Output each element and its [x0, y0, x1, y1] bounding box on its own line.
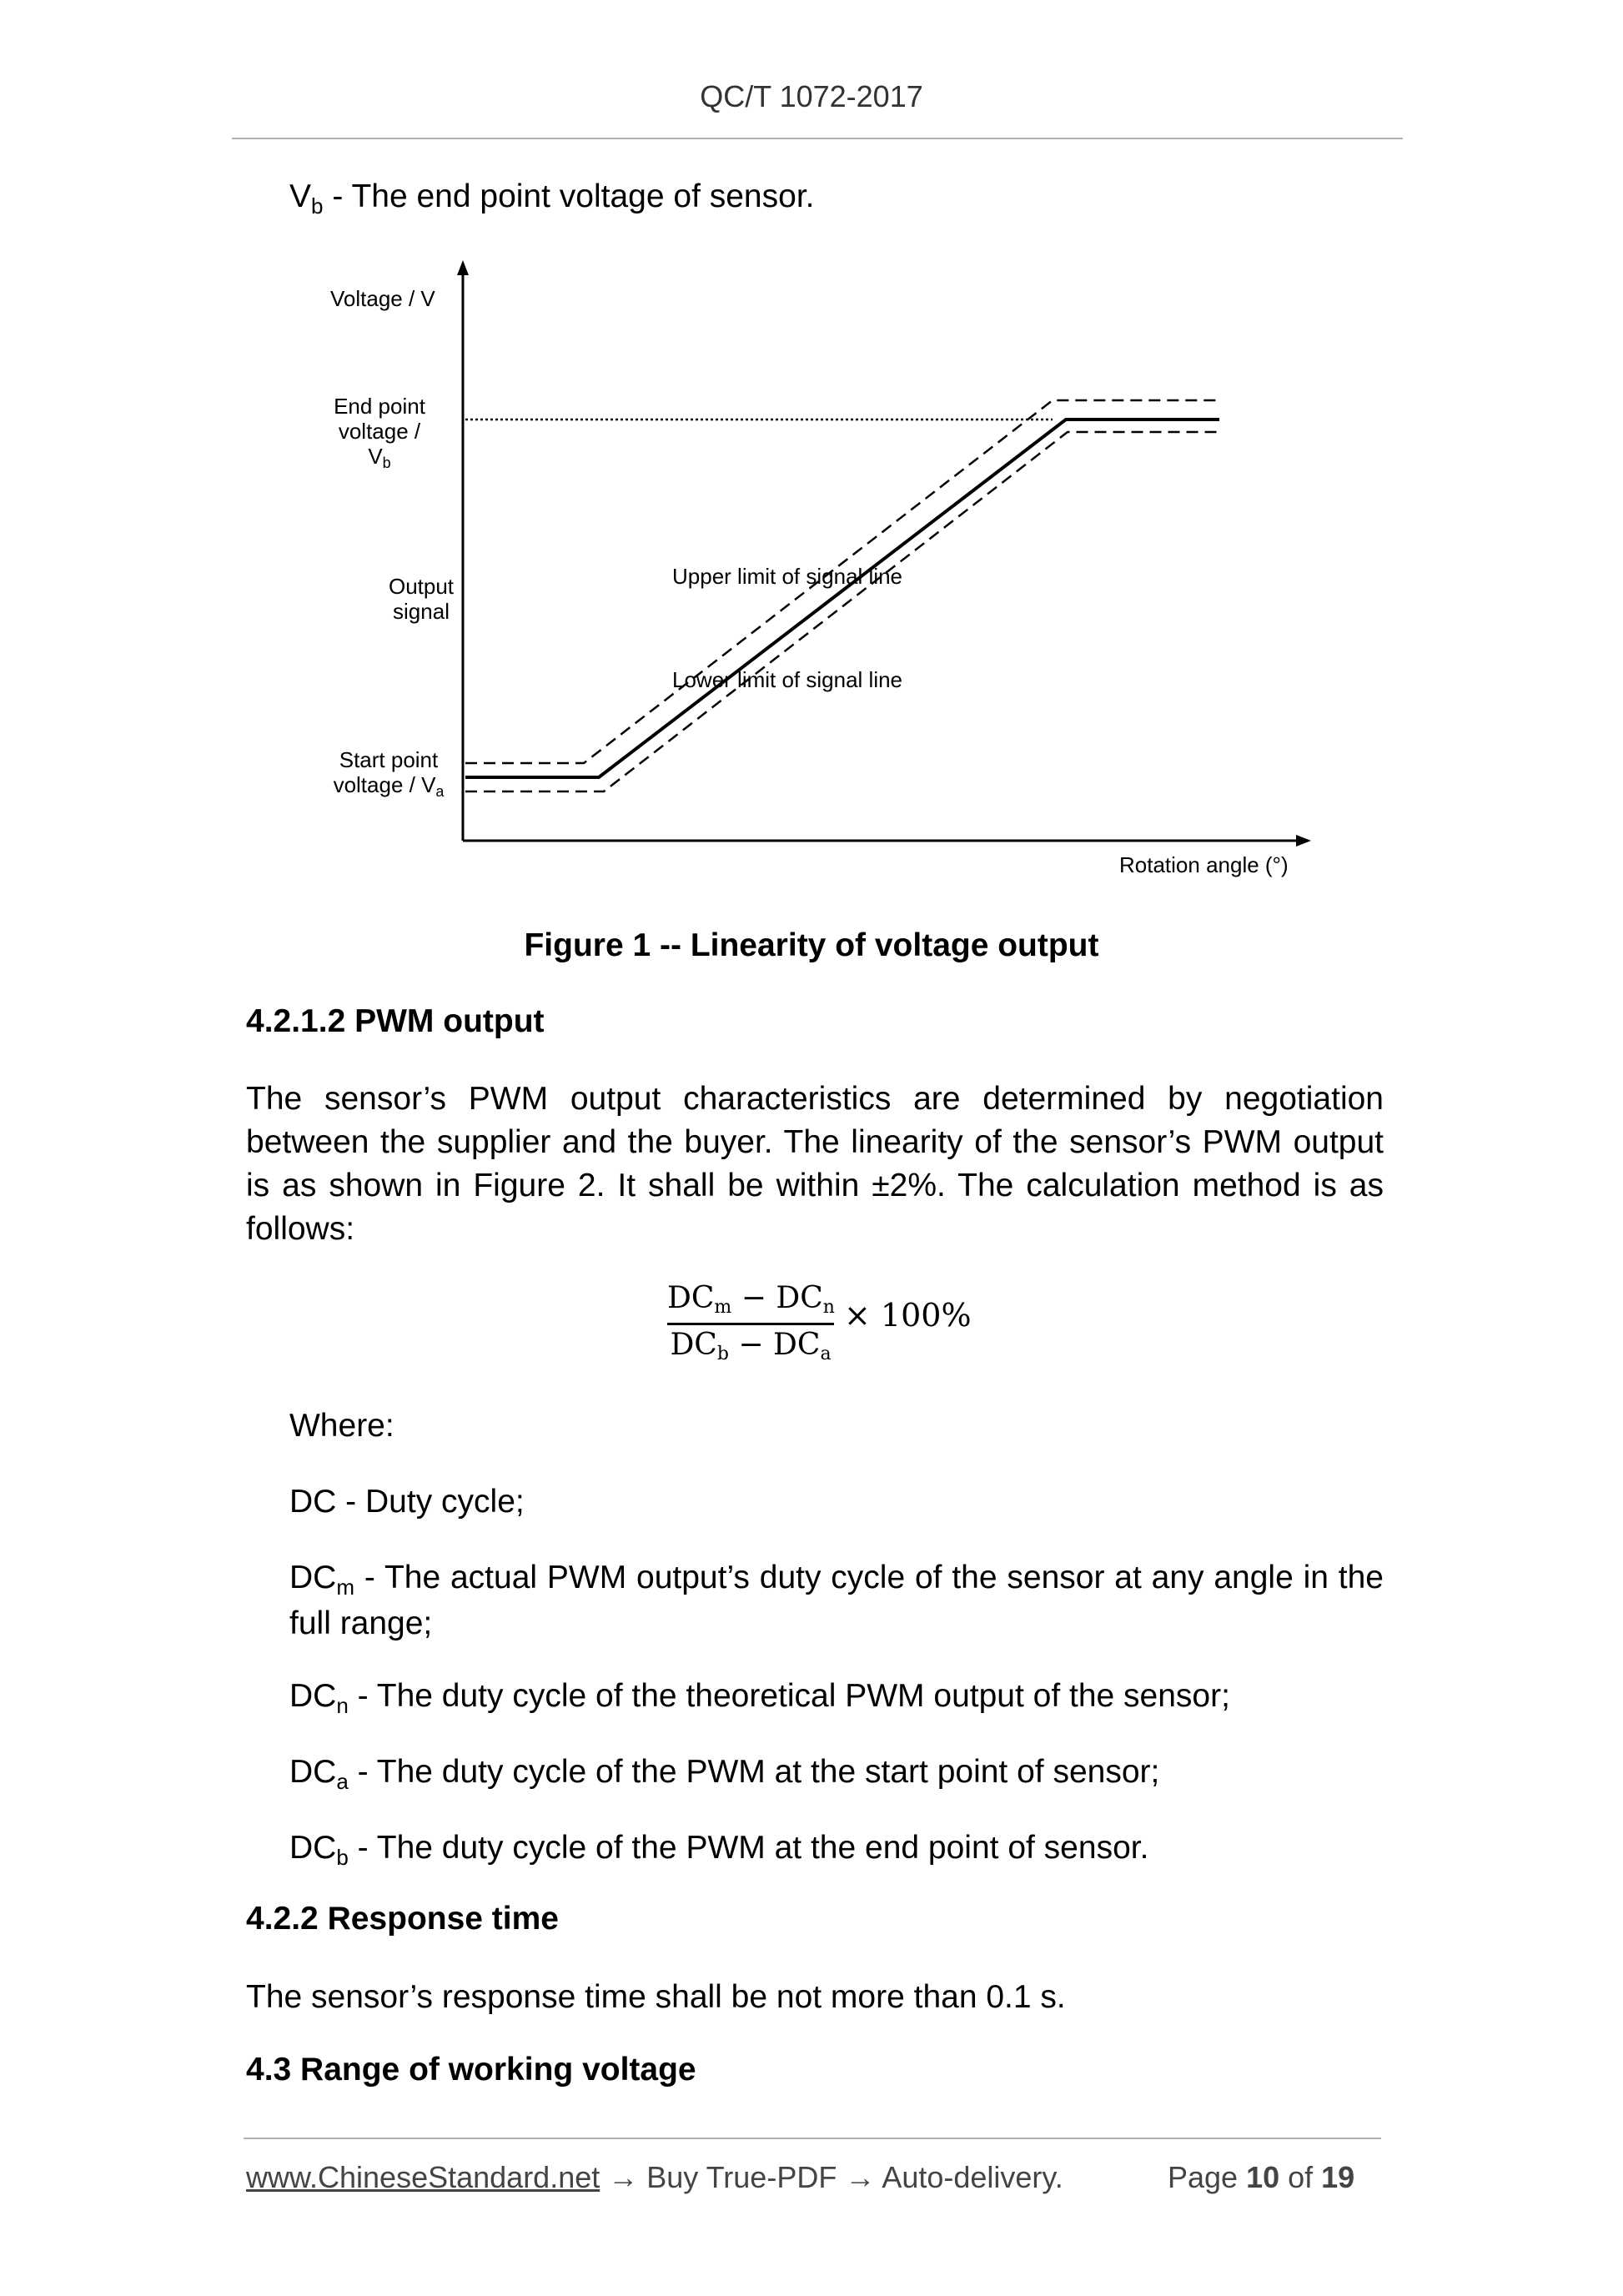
chinesestandard-link[interactable]: www.ChineseStandard.net [246, 2160, 600, 2194]
formula-multiplier: × 100% [844, 1297, 972, 1334]
footer-divider [244, 2138, 1381, 2139]
response-time-heading: 4.2.2 Response time [246, 1901, 559, 1937]
x-axis-arrow [1296, 835, 1311, 847]
end-point-label [325, 394, 434, 471]
where-label: Where: [289, 1408, 394, 1444]
response-time-paragraph: The sensor’s response time shall be not more than 0.1 s. [246, 1979, 1066, 2015]
formula-denominator: DCb − DCa [670, 1328, 832, 1364]
def-dc: DC - Duty cycle; [289, 1484, 525, 1520]
linearity-formula-fraction [667, 1280, 834, 1368]
fraction-bar [667, 1323, 834, 1325]
footer-promo-text: → Buy True-PDF → Auto-delivery. [600, 2160, 1063, 2194]
end-point-label-line2: voltage / Vb [338, 419, 421, 471]
y-axis-arrow [457, 260, 469, 275]
y-axis-label: Voltage / V [330, 286, 435, 311]
page-total: 19 [1321, 2160, 1355, 2194]
nominal-signal-line [465, 420, 1219, 777]
document-id: QC/T 1072-2017 [700, 79, 923, 113]
start-point-label-line1: Start point [339, 747, 439, 772]
figure-caption: Figure 1 -- Linearity of voltage output [524, 927, 1099, 963]
page-indicator: Page 10 of 19 [1168, 2160, 1355, 2194]
output-signal-label-line2: signal [393, 599, 450, 624]
vb-text: - The end point voltage of sensor. [323, 178, 815, 214]
def-dca: $DC_a$ - The duty cycle of the PWM at the start point of sensor; [289, 1754, 1160, 1794]
pwm-output-heading: 4.2.1.2 PWM output [246, 1003, 545, 1039]
lower-limit-label: Lower limit of signal line [672, 667, 903, 692]
output-signal-label-line1: Output [388, 574, 455, 599]
x-axis-label: Rotation angle (°) [1119, 852, 1289, 877]
start-point-label [330, 747, 447, 800]
page-number: 10 [1246, 2160, 1280, 2194]
footer-promo [246, 2160, 1063, 2195]
def-dcm: $DC_m$ - The actual PWM output’s duty cycle of the sensor at any angle in the full range; [289, 1560, 1384, 1641]
start-point-label-line2: voltage / Va [333, 772, 445, 800]
vb-symbol: V [289, 178, 312, 214]
formula-numerator: DCm − DCn [667, 1281, 835, 1318]
upper-limit-label: Upper limit of signal line [672, 564, 903, 589]
working-voltage-heading: 4.3 Range of working voltage [246, 2052, 696, 2088]
linearity-chart [0, 0, 1623, 917]
vb-subscript: b [311, 193, 324, 219]
pwm-output-paragraph: The sensor’s PWM output characteristics are determined by negotiation between the supplier and the buyer. The linearity of the sensor’s PWM output is as shown in Figure 2. It shall be within ±2%. The calculation method is as follows: [246, 1081, 1384, 1247]
def-dcb: $DC_b$ - The duty cycle of the PWM at the end point of sensor. [289, 1830, 1149, 1870]
end-point-label-line1: End point [334, 394, 425, 419]
lower-limit-line [465, 432, 1219, 791]
output-signal-label [379, 574, 463, 624]
def-dcn: $DC_n$ - The duty cycle of the theoretical PWM output of the sensor; [289, 1678, 1230, 1718]
